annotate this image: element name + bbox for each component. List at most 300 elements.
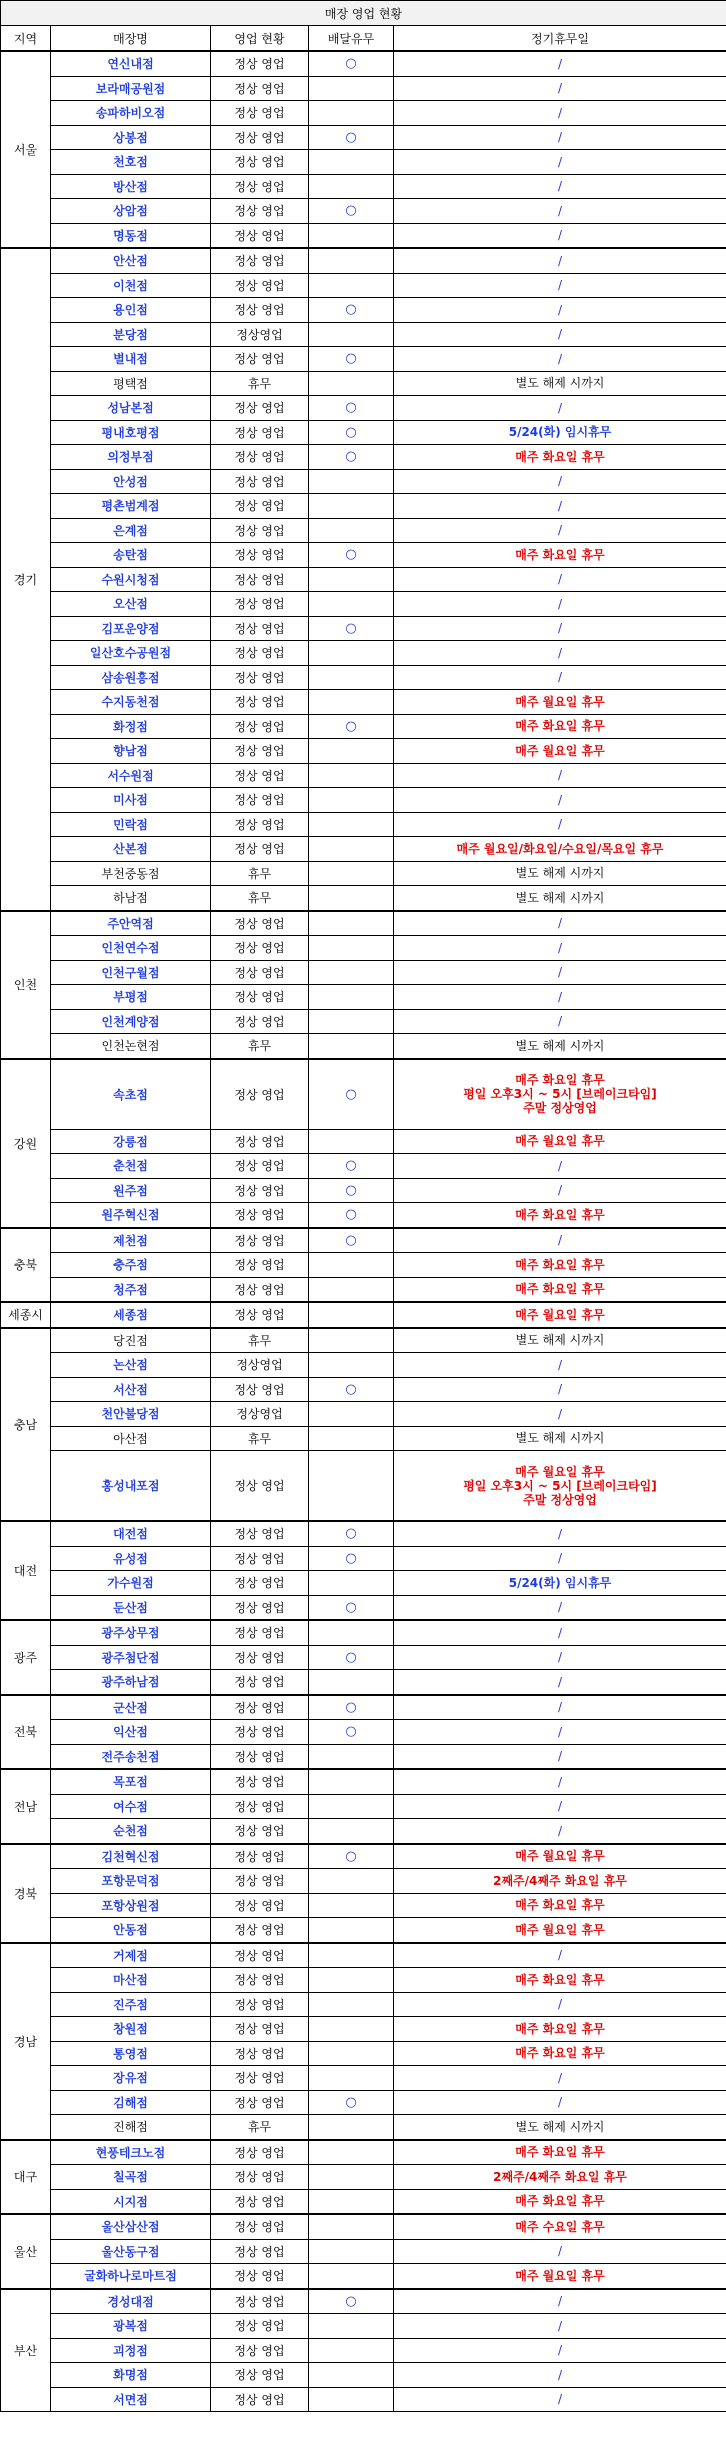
delivery-cell: ○ (309, 1595, 394, 1620)
delivery-cell: ○ (309, 347, 394, 372)
holiday-note-cell: 매주 화요일 휴무 평일 오후3시 ~ 5시 [브레이크타임] 주말 정상영업 (394, 1059, 726, 1130)
region-cell: 강원 (1, 1059, 51, 1228)
holiday-note-cell: / (394, 223, 726, 248)
table-row (1, 567, 726, 592)
holiday-note-cell: 5/24(화) 임시휴무 (394, 420, 726, 445)
status-cell: 정상 영업 (211, 1769, 309, 1794)
delivery-cell: ○ (309, 298, 394, 323)
region-cell: 울산 (1, 2214, 51, 2289)
delivery-cell (309, 2387, 394, 2412)
holiday-note-cell: 매주 화요일 휴무 (394, 543, 726, 568)
table-row (1, 1277, 726, 1302)
holiday-note-cell: 5/24(화) 임시휴무 (394, 1571, 726, 1596)
region-cell: 부산 (1, 2289, 51, 2412)
delivery-cell: ○ (309, 1695, 394, 1720)
holiday-note-cell: / (394, 347, 726, 372)
delivery-cell (309, 1571, 394, 1596)
holiday-note-cell: / (394, 1353, 726, 1378)
table-row (1, 739, 726, 764)
store-name-cell: 산본점 (51, 837, 211, 862)
delivery-cell (309, 812, 394, 837)
header-store: 매장명 (51, 26, 211, 52)
store-name-cell: 원주점 (51, 1178, 211, 1203)
store-name-cell: 부평점 (51, 985, 211, 1010)
holiday-note-cell: / (394, 396, 726, 421)
status-cell: 정상 영업 (211, 150, 309, 175)
status-cell: 정상 영업 (211, 1844, 309, 1869)
delivery-cell (309, 1943, 394, 1968)
sheet-title: 매장 영업 현황 (1, 1, 726, 26)
region-cell: 경북 (1, 1844, 51, 1943)
status-cell: 정상 영업 (211, 1992, 309, 2017)
status-cell: 정상 영업 (211, 2165, 309, 2190)
status-cell: 정상 영업 (211, 1620, 309, 1645)
delivery-cell (309, 371, 394, 396)
status-cell: 정상 영업 (211, 51, 309, 76)
holiday-note-cell: / (394, 1154, 726, 1179)
holiday-note-cell: / (394, 911, 726, 936)
table-row (1, 665, 726, 690)
store-name-cell: 화명점 (51, 2363, 211, 2388)
store-name-cell: 김천혁신점 (51, 1844, 211, 1869)
store-name-cell: 별내점 (51, 347, 211, 372)
status-cell: 정상 영업 (211, 2239, 309, 2264)
status-cell: 정상 영업 (211, 1744, 309, 1769)
delivery-cell (309, 1328, 394, 1353)
holiday-note-cell: / (394, 812, 726, 837)
delivery-cell: ○ (309, 420, 394, 445)
delivery-cell (309, 592, 394, 617)
holiday-note-cell: / (394, 199, 726, 224)
table-row (1, 960, 726, 985)
table-row (1, 298, 726, 323)
status-cell: 정상 영업 (211, 1377, 309, 1402)
store-name-cell: 장유점 (51, 2066, 211, 2091)
table-row (1, 1353, 726, 1378)
delivery-cell (309, 886, 394, 911)
table-row (1, 1893, 726, 1918)
table-row (1, 2066, 726, 2091)
table-row (1, 1129, 726, 1154)
header-holiday: 정기휴무일 (394, 26, 726, 52)
table-row (1, 1695, 726, 1720)
store-name-cell: 속초점 (51, 1059, 211, 1130)
holiday-note-cell: / (394, 2314, 726, 2339)
store-name-cell: 강릉점 (51, 1129, 211, 1154)
status-cell: 정상 영업 (211, 420, 309, 445)
delivery-cell (309, 763, 394, 788)
table-row (1, 1869, 726, 1894)
holiday-note-cell: / (394, 1620, 726, 1645)
holiday-note-cell: / (394, 469, 726, 494)
delivery-cell (309, 1034, 394, 1059)
delivery-cell (309, 174, 394, 199)
region-cell: 충남 (1, 1328, 51, 1522)
store-name-cell: 수지동천점 (51, 690, 211, 715)
store-name-cell: 포항상원점 (51, 1893, 211, 1918)
delivery-cell: ○ (309, 714, 394, 739)
table-row (1, 445, 726, 470)
holiday-note-cell: / (394, 1402, 726, 1427)
store-name-cell: 상암점 (51, 199, 211, 224)
status-cell: 정상 영업 (211, 223, 309, 248)
status-cell: 정상 영업 (211, 1129, 309, 1154)
status-cell: 정상 영업 (211, 567, 309, 592)
status-cell: 정상 영업 (211, 2140, 309, 2165)
delivery-cell (309, 1129, 394, 1154)
store-name-cell: 용인점 (51, 298, 211, 323)
region-cell: 세종시 (1, 1302, 51, 1328)
table-row (1, 2189, 726, 2214)
delivery-cell (309, 2214, 394, 2239)
store-name-cell: 송파하비오점 (51, 101, 211, 126)
store-name-cell: 칠곡점 (51, 2165, 211, 2190)
store-name-cell: 이천점 (51, 273, 211, 298)
delivery-cell (309, 936, 394, 961)
status-cell: 휴무 (211, 886, 309, 911)
status-cell: 정상 영업 (211, 76, 309, 101)
table-row (1, 2289, 726, 2314)
holiday-note-cell: 2째주/4째주 화요일 휴무 (394, 1869, 726, 1894)
delivery-cell: ○ (309, 1059, 394, 1130)
table-row (1, 2090, 726, 2115)
table-row (1, 101, 726, 126)
status-cell: 정상 영업 (211, 1228, 309, 1253)
table-row (1, 1377, 726, 1402)
store-name-cell: 방산점 (51, 174, 211, 199)
holiday-note-cell: / (394, 150, 726, 175)
holiday-note-cell: 매주 화요일 휴무 (394, 2189, 726, 2214)
delivery-cell (309, 739, 394, 764)
delivery-cell (309, 1794, 394, 1819)
delivery-cell (309, 1744, 394, 1769)
status-cell: 정상 영업 (211, 518, 309, 543)
holiday-note-cell: / (394, 76, 726, 101)
delivery-cell: ○ (309, 616, 394, 641)
store-name-cell: 송탄점 (51, 543, 211, 568)
delivery-cell: ○ (309, 1154, 394, 1179)
holiday-note-cell: / (394, 101, 726, 126)
table-row (1, 1178, 726, 1203)
delivery-cell: ○ (309, 1178, 394, 1203)
store-name-cell: 수원시청점 (51, 567, 211, 592)
store-name-cell: 둔산점 (51, 1595, 211, 1620)
table-row (1, 150, 726, 175)
status-cell: 정상 영업 (211, 174, 309, 199)
holiday-note-cell: / (394, 298, 726, 323)
status-cell: 정상 영업 (211, 1203, 309, 1228)
holiday-note-cell: / (394, 1377, 726, 1402)
status-cell: 정상 영업 (211, 298, 309, 323)
title-row (1, 1, 726, 26)
region-cell: 전북 (1, 1695, 51, 1770)
store-name-cell: 김포운양점 (51, 616, 211, 641)
store-name-cell: 당진점 (51, 1328, 211, 1353)
status-cell: 정상 영업 (211, 396, 309, 421)
table-row (1, 2165, 726, 2190)
status-cell: 정상 영업 (211, 347, 309, 372)
store-name-cell: 인천연수점 (51, 936, 211, 961)
delivery-cell: ○ (309, 543, 394, 568)
table-row (1, 223, 726, 248)
delivery-cell (309, 1402, 394, 1427)
status-cell: 정상 영업 (211, 985, 309, 1010)
holiday-note-cell: 매주 월요일 휴무 (394, 1918, 726, 1943)
status-cell: 휴무 (211, 1034, 309, 1059)
store-name-cell: 여수점 (51, 1794, 211, 1819)
delivery-cell (309, 690, 394, 715)
store-name-cell: 가수원점 (51, 1571, 211, 1596)
table-row (1, 592, 726, 617)
holiday-note-cell: / (394, 1819, 726, 1844)
store-name-cell: 세종점 (51, 1302, 211, 1328)
holiday-note-cell: 매주 화요일 휴무 (394, 2041, 726, 2066)
delivery-cell (309, 469, 394, 494)
table-row (1, 763, 726, 788)
status-cell: 정상 영업 (211, 2264, 309, 2289)
table-row (1, 1620, 726, 1645)
table-row (1, 2140, 726, 2165)
holiday-note-cell: / (394, 322, 726, 347)
status-cell: 정상 영업 (211, 273, 309, 298)
store-name-cell: 일산호수공원점 (51, 641, 211, 666)
holiday-note-cell: 매주 월요일 휴무 (394, 1129, 726, 1154)
status-cell: 정상 영업 (211, 592, 309, 617)
holiday-note-cell: 매주 화요일 휴무 (394, 714, 726, 739)
table-row (1, 199, 726, 224)
header-status: 영업 현황 (211, 26, 309, 52)
status-cell: 정상 영업 (211, 1253, 309, 1278)
region-cell: 경남 (1, 1943, 51, 2140)
delivery-cell (309, 2264, 394, 2289)
status-cell: 정상 영업 (211, 2387, 309, 2412)
table-row (1, 714, 726, 739)
status-cell: 정상 영업 (211, 1571, 309, 1596)
status-cell: 정상 영업 (211, 812, 309, 837)
holiday-note-cell: 매주 수요일 휴무 (394, 2214, 726, 2239)
store-name-cell: 목포점 (51, 1769, 211, 1794)
holiday-note-cell: 매주 월요일 휴무 (394, 2264, 726, 2289)
store-name-cell: 미사점 (51, 788, 211, 813)
delivery-cell (309, 1277, 394, 1302)
table-row (1, 543, 726, 568)
store-name-cell: 명동점 (51, 223, 211, 248)
table-row (1, 1794, 726, 1819)
delivery-cell (309, 273, 394, 298)
delivery-cell (309, 1819, 394, 1844)
store-name-cell: 거제점 (51, 1943, 211, 1968)
table-row (1, 1302, 726, 1328)
status-cell: 정상 영업 (211, 1670, 309, 1695)
status-cell: 정상 영업 (211, 1869, 309, 1894)
status-cell: 정상영업 (211, 322, 309, 347)
table-row (1, 2239, 726, 2264)
table-row (1, 1546, 726, 1571)
holiday-note-cell: / (394, 1645, 726, 1670)
delivery-cell (309, 1353, 394, 1378)
holiday-note-cell: 별도 해제 시까지 (394, 861, 726, 886)
table-row (1, 1253, 726, 1278)
holiday-note-cell: 매주 월요일 휴무 (394, 1302, 726, 1328)
holiday-note-cell: / (394, 494, 726, 519)
delivery-cell: ○ (309, 199, 394, 224)
table-row (1, 1228, 726, 1253)
status-cell: 정상 영업 (211, 445, 309, 470)
status-cell: 정상 영업 (211, 199, 309, 224)
store-name-cell: 현풍테크노점 (51, 2140, 211, 2165)
delivery-cell (309, 494, 394, 519)
table-row (1, 2387, 726, 2412)
delivery-cell (309, 101, 394, 126)
store-name-cell: 경성대점 (51, 2289, 211, 2314)
status-cell: 정상 영업 (211, 1059, 309, 1130)
delivery-cell: ○ (309, 51, 394, 76)
delivery-cell (309, 518, 394, 543)
delivery-cell: ○ (309, 2289, 394, 2314)
region-cell: 충북 (1, 1228, 51, 1303)
holiday-note-cell: / (394, 51, 726, 76)
delivery-cell (309, 1869, 394, 1894)
store-name-cell: 통영점 (51, 2041, 211, 2066)
status-cell: 정상 영업 (211, 616, 309, 641)
header-region: 지역 (1, 26, 51, 52)
status-cell: 정상 영업 (211, 739, 309, 764)
holiday-note-cell: 매주 화요일 휴무 (394, 1277, 726, 1302)
table-row (1, 2363, 726, 2388)
holiday-note-cell: / (394, 616, 726, 641)
delivery-cell (309, 665, 394, 690)
store-name-cell: 인천구월점 (51, 960, 211, 985)
table-row (1, 1769, 726, 1794)
store-name-cell: 울산삼산점 (51, 2214, 211, 2239)
store-name-cell: 아산점 (51, 1426, 211, 1451)
status-cell: 정상 영업 (211, 1277, 309, 1302)
table-row (1, 2214, 726, 2239)
store-name-cell: 은계점 (51, 518, 211, 543)
holiday-note-cell: / (394, 248, 726, 273)
status-cell: 정상 영업 (211, 960, 309, 985)
store-name-cell: 천호점 (51, 150, 211, 175)
status-cell: 휴무 (211, 861, 309, 886)
table-row (1, 1943, 726, 1968)
store-name-cell: 부천중동점 (51, 861, 211, 886)
status-cell: 정상영업 (211, 1353, 309, 1378)
holiday-note-cell: / (394, 1744, 726, 1769)
table-row (1, 396, 726, 421)
holiday-note-cell: 매주 월요일/화요일/수요일/목요일 휴무 (394, 837, 726, 862)
store-name-cell: 마산점 (51, 1968, 211, 1993)
region-cell: 경기 (1, 248, 51, 911)
holiday-note-cell: / (394, 2239, 726, 2264)
store-name-cell: 제천점 (51, 1228, 211, 1253)
delivery-cell (309, 788, 394, 813)
holiday-note-cell: / (394, 1228, 726, 1253)
holiday-note-cell: 매주 월요일 휴무 (394, 1844, 726, 1869)
delivery-cell (309, 837, 394, 862)
status-cell: 정상 영업 (211, 1794, 309, 1819)
holiday-note-cell: / (394, 174, 726, 199)
status-cell: 정상 영업 (211, 1918, 309, 1943)
delivery-cell (309, 2017, 394, 2042)
region-cell: 전남 (1, 1769, 51, 1844)
status-cell: 정상 영업 (211, 1451, 309, 1522)
delivery-cell (309, 2239, 394, 2264)
holiday-note-cell: / (394, 273, 726, 298)
table-row (1, 690, 726, 715)
holiday-note-cell: 매주 월요일 휴무 (394, 690, 726, 715)
holiday-note-cell: / (394, 2090, 726, 2115)
store-name-cell: 광주첨단점 (51, 1645, 211, 1670)
status-cell: 정상 영업 (211, 837, 309, 862)
table-row (1, 1968, 726, 1993)
table-row (1, 1203, 726, 1228)
store-name-cell: 안성점 (51, 469, 211, 494)
holiday-note-cell: 매주 화요일 휴무 (394, 2140, 726, 2165)
store-name-cell: 논산점 (51, 1353, 211, 1378)
table-row (1, 1521, 726, 1546)
delivery-cell: ○ (309, 1228, 394, 1253)
store-name-cell: 천안불당점 (51, 1402, 211, 1427)
table-row (1, 1819, 726, 1844)
holiday-note-cell: / (394, 1521, 726, 1546)
status-cell: 정상 영업 (211, 641, 309, 666)
delivery-cell (309, 2115, 394, 2140)
table-row (1, 51, 726, 76)
table-body (1, 51, 726, 2412)
table-row (1, 494, 726, 519)
delivery-cell (309, 1769, 394, 1794)
delivery-cell (309, 76, 394, 101)
table-row (1, 1670, 726, 1695)
delivery-cell (309, 322, 394, 347)
holiday-note-cell: / (394, 592, 726, 617)
holiday-note-cell: / (394, 567, 726, 592)
status-cell: 정상 영업 (211, 2189, 309, 2214)
delivery-cell (309, 1620, 394, 1645)
status-cell: 정상 영업 (211, 2090, 309, 2115)
table-row (1, 420, 726, 445)
table-row (1, 1154, 726, 1179)
delivery-cell: ○ (309, 125, 394, 150)
table-row (1, 469, 726, 494)
delivery-cell: ○ (309, 1546, 394, 1571)
store-name-cell: 주안역점 (51, 911, 211, 936)
holiday-note-cell: 별도 해제 시까지 (394, 1328, 726, 1353)
holiday-note-cell: 매주 월요일 휴무 (394, 739, 726, 764)
status-cell: 정상 영업 (211, 1009, 309, 1034)
region-cell: 인천 (1, 911, 51, 1059)
table-row (1, 2338, 726, 2363)
table-row (1, 641, 726, 666)
delivery-cell (309, 1918, 394, 1943)
status-cell: 정상 영업 (211, 248, 309, 273)
table-row (1, 1451, 726, 1522)
store-name-cell: 하남점 (51, 886, 211, 911)
holiday-note-cell: / (394, 2289, 726, 2314)
delivery-cell: ○ (309, 1203, 394, 1228)
table-row (1, 1009, 726, 1034)
delivery-cell: ○ (309, 396, 394, 421)
holiday-note-cell: / (394, 1992, 726, 2017)
status-cell: 정상 영업 (211, 2214, 309, 2239)
status-cell: 정상 영업 (211, 1819, 309, 1844)
status-cell: 정상 영업 (211, 1645, 309, 1670)
table-row (1, 1059, 726, 1130)
store-name-cell: 원주혁신점 (51, 1203, 211, 1228)
store-name-cell: 분당점 (51, 322, 211, 347)
status-cell: 정상 영업 (211, 1968, 309, 1993)
status-cell: 휴무 (211, 1426, 309, 1451)
